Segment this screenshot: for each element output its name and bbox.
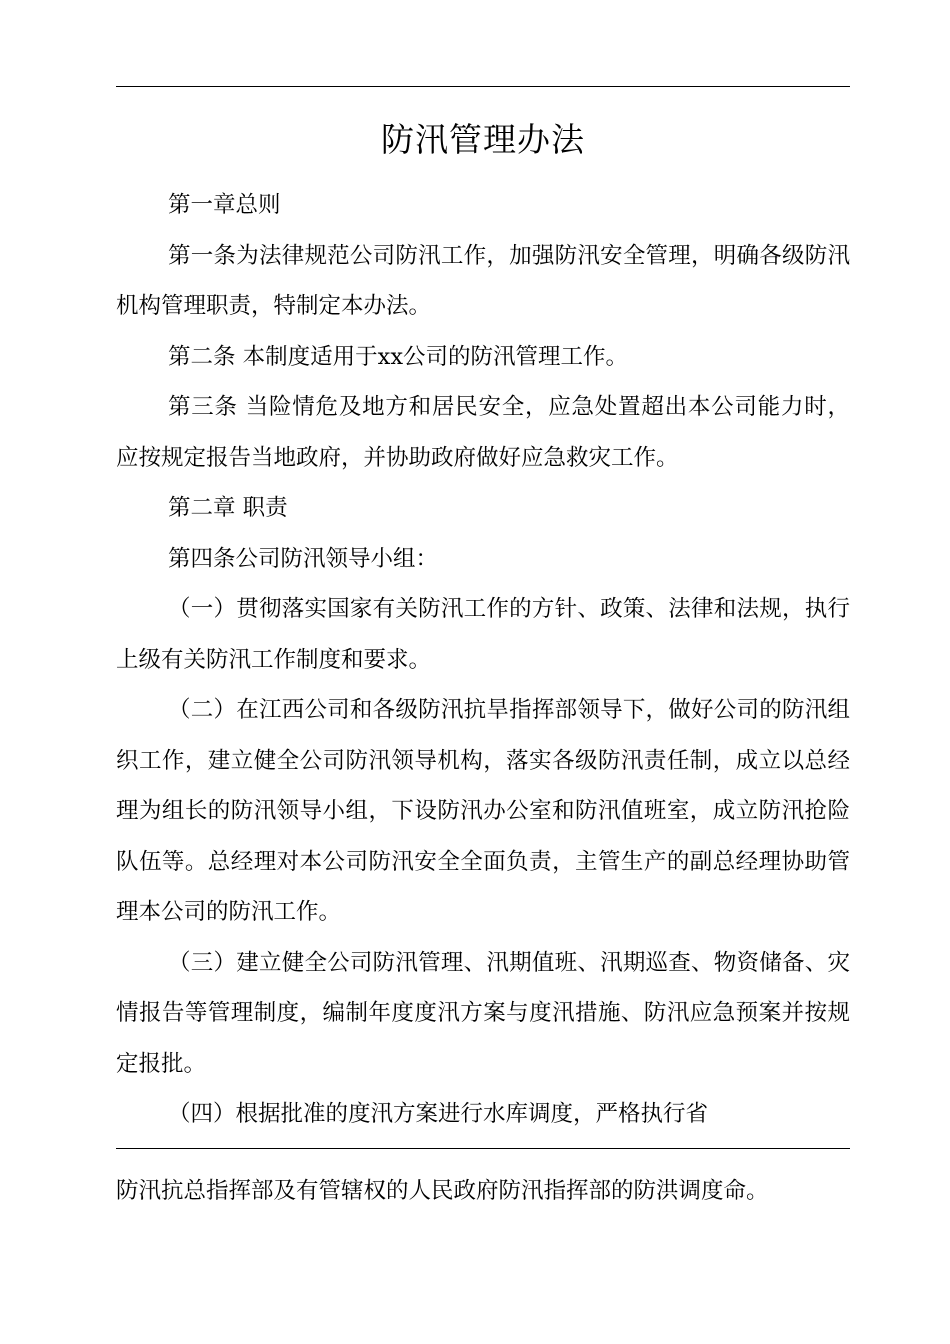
chapter-heading-duties: 第二章 职责 [168, 495, 288, 521]
article-4-item-4: （四）根据批准的度汛方案进行水库调度，严格执行省 [168, 1101, 709, 1127]
continued-text: 防汛抗总指挥部及有管辖权的人民政府防汛指挥部的防洪调度命。 [116, 1178, 769, 1204]
article-4-item-1: （一）贯彻落实国家有关防汛工作的方针、政策、法律和法规，执行上级有关防汛工作制度和要求。 [116, 596, 850, 673]
document-title: 防汛管理办法 [381, 120, 585, 159]
article-4: 第四条公司防汛领导小组： [168, 545, 439, 572]
footer-rule [116, 1148, 850, 1149]
header-rule [116, 86, 850, 87]
chapter-heading-general: 第一章总则 [168, 192, 281, 218]
article-2: 第二条 本制度适用于xx公司的防汛管理工作。 [168, 343, 629, 370]
article-4-item-3: （三）建立健全公司防汛管理、汛期值班、汛期巡查、物资储备、灾情报告等管理制度，编制年度度汛方案与度汛措施、防汛应急预案并按规定报批。 [116, 949, 850, 1077]
article-3: 第三条 当险情危及地方和居民安全，应急处置超出本公司能力时，应按规定报告当地政府，并协助政府做好应急救灾工作。 [116, 394, 850, 471]
article-1: 第一条为法律规范公司防汛工作，加强防汛安全管理，明确各级防汛机构管理职责，特制定本办法。 [116, 242, 850, 319]
article-4-item-2: （二）在江西公司和各级防汛抗旱指挥部领导下，做好公司的防汛组织工作，建立健全公司防汛领导机构，落实各级防汛责任制，成立以总经理为组长的防汛领导小组，下设防汛办公室和防汛值班室，成立防汛抢险队伍等。总经理对本公司防汛安全全面负责，主管生产的副总经理协助管理本公司的防汛工作。 [116, 697, 850, 925]
document-body [116, 180, 850, 1140]
